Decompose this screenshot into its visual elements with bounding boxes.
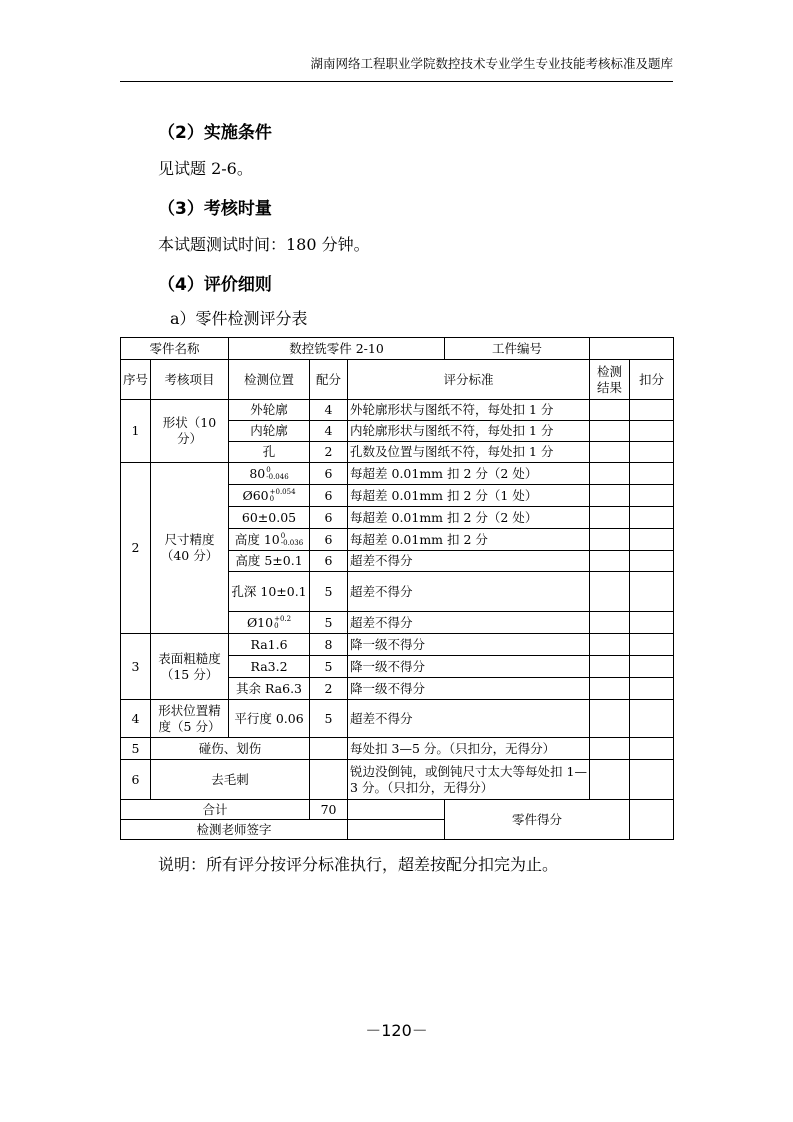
header-score: 配分	[310, 360, 348, 400]
result-cell	[590, 507, 630, 529]
deduction-cell	[630, 507, 674, 529]
header-no: 序号	[121, 360, 151, 400]
check-position: 孔	[229, 442, 310, 463]
deduction-cell	[630, 612, 674, 634]
page-header: 湖南网络工程职业学院数控技术专业学生专业技能考核标准及题库	[310, 56, 673, 71]
score-cell: 6	[310, 551, 348, 572]
header-position: 检测位置	[229, 360, 310, 400]
deduction-cell	[630, 678, 674, 700]
standard-cell: 超差不得分	[348, 700, 590, 738]
result-cell	[590, 529, 630, 551]
header-result: 检测结果	[590, 360, 630, 400]
total-value: 70	[310, 800, 348, 820]
header-standard: 评分标准	[348, 360, 590, 400]
standard-cell: 超差不得分	[348, 572, 590, 612]
check-position: 内轮廓	[229, 421, 310, 442]
standard-cell: 每超差 0.01mm 扣 2 分	[348, 529, 590, 551]
work-no-label: 工件编号	[445, 338, 590, 360]
score-cell: 6	[310, 463, 348, 485]
deduction-cell	[630, 442, 674, 463]
deduction-cell	[630, 551, 674, 572]
work-no-value	[590, 338, 674, 360]
table-caption: a）零件检测评分表	[170, 309, 308, 328]
standard-cell: 超差不得分	[348, 551, 590, 572]
tolerance: +0.054 0	[269, 488, 296, 503]
deduction-cell	[630, 400, 674, 421]
score-cell	[310, 760, 348, 800]
score-cell: 6	[310, 485, 348, 507]
deduction-cell	[630, 421, 674, 442]
section-heading-duration: （3）考核时量	[158, 199, 272, 219]
score-cell: 5	[310, 572, 348, 612]
group-item: 形状位置精度（5 分）	[151, 700, 229, 738]
tolerance: 0 -0.046	[266, 466, 289, 481]
group-no: 1	[121, 400, 151, 463]
result-cell	[590, 738, 630, 760]
standard-cell: 外轮廓形状与图纸不符，每处扣 1 分	[348, 400, 590, 421]
signer-label: 检测老师签字	[121, 820, 348, 840]
check-position: 其余 Ra6.3	[229, 678, 310, 700]
total-label: 合计	[121, 800, 310, 820]
score-cell: 2	[310, 442, 348, 463]
row-item: 去毛刺	[151, 760, 310, 800]
standard-cell: 超差不得分	[348, 612, 590, 634]
score-cell: 6	[310, 507, 348, 529]
part-score-value	[630, 800, 674, 840]
result-cell	[590, 678, 630, 700]
result-cell	[590, 421, 630, 442]
group-no: 4	[121, 700, 151, 738]
result-cell	[590, 634, 630, 656]
standard-cell: 降一级不得分	[348, 656, 590, 678]
deduction-cell	[630, 572, 674, 612]
result-cell	[590, 463, 630, 485]
result-cell	[590, 442, 630, 463]
group-item: 表面粗糙度（15 分）	[151, 634, 229, 700]
check-position: 高度 5±0.1	[229, 551, 310, 572]
row-item: 碰伤、划伤	[151, 738, 310, 760]
group-no: 2	[121, 463, 151, 634]
deduction-cell	[630, 634, 674, 656]
result-cell	[590, 760, 630, 800]
deduction-cell	[630, 529, 674, 551]
check-position: 高度 100 -0.036	[229, 529, 310, 551]
group-item: 尺寸精度（40 分）	[151, 463, 229, 634]
result-cell	[590, 700, 630, 738]
signer-value	[348, 820, 445, 840]
check-position: 孔深 10±0.1	[229, 572, 310, 612]
deduction-cell	[630, 485, 674, 507]
part-name-value: 数控铣零件 2-10	[229, 338, 445, 360]
result-cell	[590, 551, 630, 572]
scoring-table	[120, 337, 674, 840]
row-no: 6	[121, 760, 151, 800]
standard-cell: 降一级不得分	[348, 634, 590, 656]
score-cell: 2	[310, 678, 348, 700]
section-heading-evaluation: （4）评价细则	[158, 275, 272, 295]
standard-cell: 每超差 0.01mm 扣 2 分（2 处）	[348, 507, 590, 529]
total-blank	[348, 800, 445, 820]
part-name-label: 零件名称	[121, 338, 229, 360]
check-position: 800 -0.046	[229, 463, 310, 485]
result-cell	[590, 656, 630, 678]
score-cell: 5	[310, 612, 348, 634]
group-no: 3	[121, 634, 151, 700]
standard-cell: 每处扣 3—5 分。（只扣分，无得分）	[348, 738, 590, 760]
standard-cell: 孔数及位置与图纸不符，每处扣 1 分	[348, 442, 590, 463]
header-rule	[120, 81, 673, 82]
group-item: 形状（10 分）	[151, 400, 229, 463]
check-position: Ra3.2	[229, 656, 310, 678]
check-position: 60±0.05	[229, 507, 310, 529]
deduction-cell	[630, 700, 674, 738]
section-text-duration: 本试题测试时间：180 分钟。	[158, 235, 370, 254]
result-cell	[590, 572, 630, 612]
check-position: 外轮廓	[229, 400, 310, 421]
standard-cell: 降一级不得分	[348, 678, 590, 700]
header-item: 考核项目	[151, 360, 229, 400]
tolerance: +0.2 0	[274, 615, 292, 630]
deduction-cell	[630, 760, 674, 800]
score-cell: 4	[310, 421, 348, 442]
deduction-cell	[630, 463, 674, 485]
deduction-cell	[630, 738, 674, 760]
score-cell	[310, 738, 348, 760]
check-position: 平行度 0.06	[229, 700, 310, 738]
row-no: 5	[121, 738, 151, 760]
deduction-cell	[630, 656, 674, 678]
page-number: －120－	[365, 1021, 428, 1040]
result-cell	[590, 485, 630, 507]
section-heading-conditions: （2）实施条件	[158, 123, 272, 143]
check-position: Ra1.6	[229, 634, 310, 656]
score-cell: 6	[310, 529, 348, 551]
score-cell: 5	[310, 656, 348, 678]
standard-cell: 每超差 0.01mm 扣 2 分（2 处）	[348, 463, 590, 485]
section-text-conditions: 见试题 2-6。	[158, 159, 253, 178]
check-position: Ø10+0.2 0	[229, 612, 310, 634]
part-score-label: 零件得分	[445, 800, 630, 840]
score-cell: 8	[310, 634, 348, 656]
standard-cell: 内轮廓形状与图纸不符，每处扣 1 分	[348, 421, 590, 442]
result-cell	[590, 400, 630, 421]
footnote: 说明：所有评分按评分标准执行，超差按配分扣完为止。	[158, 855, 559, 874]
score-cell: 4	[310, 400, 348, 421]
result-cell	[590, 612, 630, 634]
score-cell: 5	[310, 700, 348, 738]
standard-cell: 每超差 0.01mm 扣 2 分（1 处）	[348, 485, 590, 507]
header-deduction: 扣分	[630, 360, 674, 400]
tolerance: 0 -0.036	[280, 532, 304, 547]
standard-cell: 锐边没倒钝，或倒钝尺寸太大等每处扣 1—3 分。（只扣分，无得分）	[348, 760, 590, 800]
check-position: Ø60+0.054 0	[229, 485, 310, 507]
